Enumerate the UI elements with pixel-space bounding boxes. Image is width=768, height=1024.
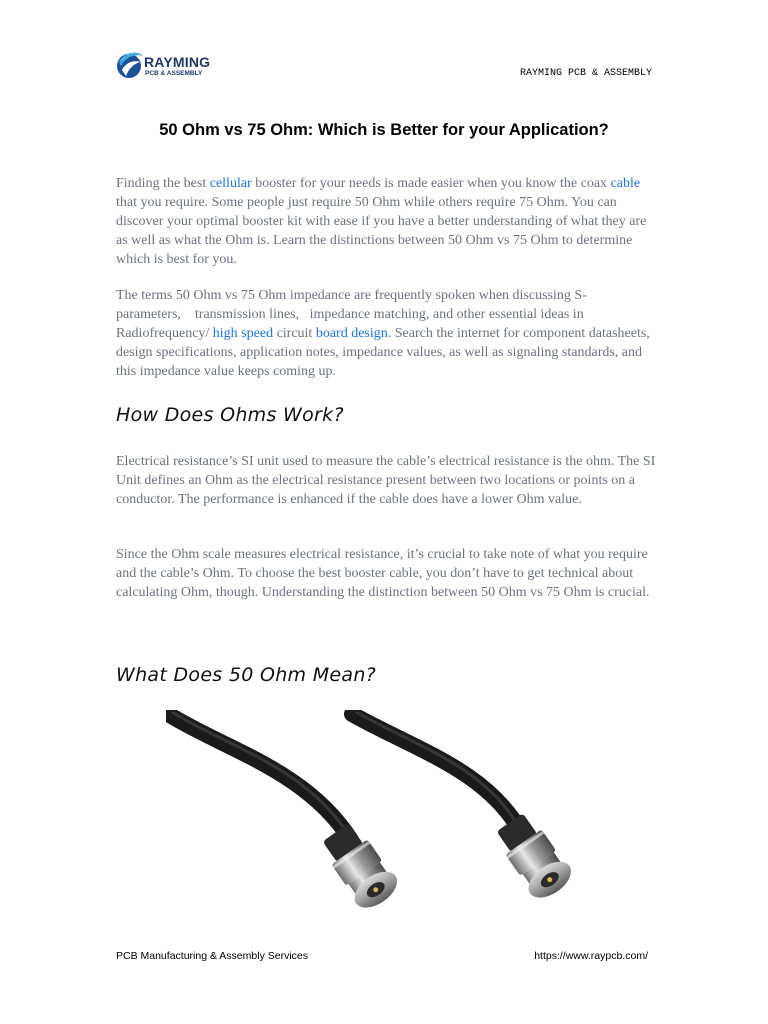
footer-services: PCB Manufacturing & Assembly Services [116, 950, 308, 962]
intro-text-1: Finding the best [116, 176, 210, 191]
link-high-speed[interactable]: high speed [212, 326, 274, 341]
logo-subtitle: PCB & ASSEMBLY [145, 70, 203, 77]
page-title: 50 Ohm vs 75 Ohm: Which is Better for your Application? [159, 121, 609, 139]
coax-bnc-cables-image [166, 710, 606, 925]
header-company-name: RAYMING PCB & ASSEMBLY [519, 68, 652, 79]
impedance-text-2: circuit [273, 326, 316, 341]
ohms-paragraph-1: Electrical resistance’s SI unit used to measure the cable’s electrical resistance is the ohm. The SI Unit defines an Ohm as the electrical resistance present between two locations or points on a conductor. The performance is enhanced if the cable does have a lower Ohm value. [116, 454, 656, 507]
link-board-design[interactable]: board design [315, 326, 388, 341]
impedance-text-3: . Search the internet for component datasheets, design specifications, application notes, impedance values, as well as signaling standards, and this impedance value keeps coming up. [116, 326, 650, 379]
heading-how-ohms-work: How Does Ohms Work? [116, 404, 344, 426]
impedance-paragraph [116, 286, 656, 381]
heading-what-50-ohm: What Does 50 Ohm Mean? [116, 664, 377, 686]
rayming-logo[interactable] [116, 50, 226, 82]
impedance-text-1: The terms 50 Ohm vs 75 Ohm impedance are frequently spoken when discussing S-parameters, transmission lines, impedance matching, and other essential ideas in Radiofrequency/ [116, 288, 587, 341]
ohms-paragraph-2: Since the Ohm scale measures electrical resistance, it’s crucial to take note of what you require and the cable’s Ohm. To choose the best booster cable, you don’t have to get technical about calculating Ohm, though. Understanding the distinction between 50 Ohm vs 75 Ohm is crucial. [116, 547, 650, 600]
intro-text-3: that you require. Some people just require 50 Ohm while others require 75 Ohm. You can discover your optimal booster kit with ease if you have a better understanding of what they are as well as what the Ohm is. Learn the distinctions between 50 Ohm vs 75 Ohm to determine which is best for you. [116, 195, 647, 267]
intro-paragraph [116, 174, 656, 269]
link-cable[interactable]: cable [610, 176, 641, 191]
link-cellular[interactable]: cellular [209, 176, 252, 191]
intro-text-2: booster for your needs is made easier when you know the coax [251, 176, 611, 191]
rayming-logo-icon [116, 50, 144, 80]
logo-name: RAYMING [144, 54, 211, 70]
footer-url-link[interactable]: https://www.raypcb.com/ [534, 950, 648, 962]
